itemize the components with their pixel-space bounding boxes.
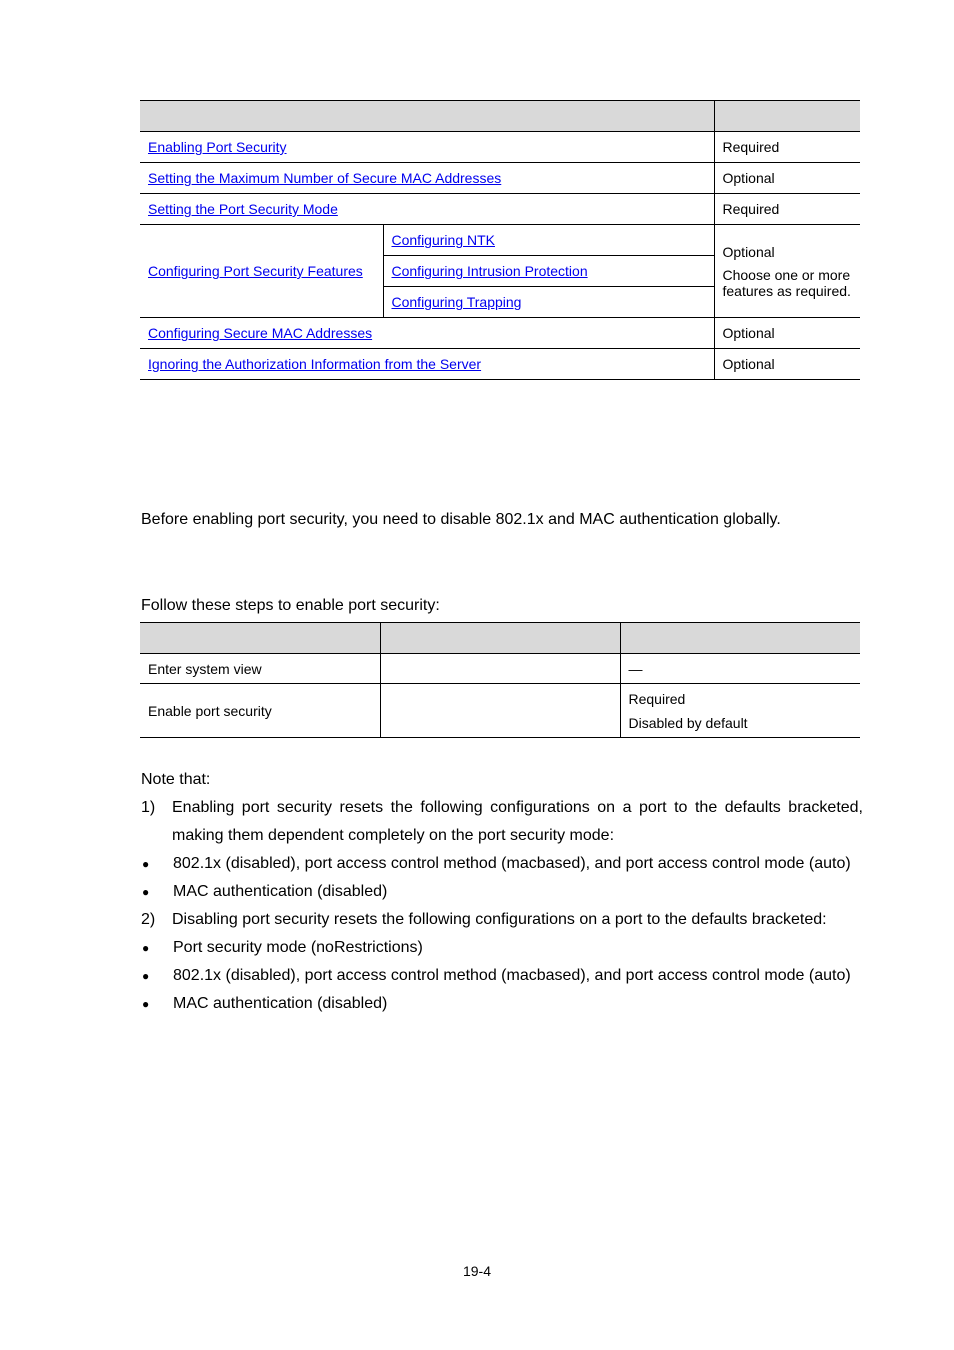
list-item [141,794,863,822]
remarks-cell: — [620,654,860,684]
remark-cell: Required [714,132,860,163]
table-row [140,654,860,684]
link-secure-mac-addresses[interactable]: Configuring Secure MAC Addresses [148,325,373,341]
list-text: making them dependent completely on the port security mode: [172,827,615,844]
header-cell-remarks [620,623,860,654]
command-cell [380,654,620,684]
operation-cell: Enable port security [140,684,380,738]
table-row [140,163,860,194]
bullet-icon: ● [142,857,150,871]
link-port-security-mode[interactable]: Setting the Port Security Mode [148,201,338,217]
command-cell [380,684,620,738]
bullet-item [141,990,863,1018]
steps-table [140,622,860,738]
header-cell-task [140,101,714,132]
bullet-text: Port security mode (noRestrictions) [173,939,423,956]
steps-table-header [140,623,860,654]
remark-optional: Optional [722,243,775,260]
table-row [140,132,860,163]
remark-default: Disabled by default [628,714,748,731]
header-cell-operation [140,623,380,654]
link-enabling-port-security[interactable]: Enabling Port Security [148,139,287,155]
bullet-text: 802.1x (disabled), port access control method (macbased), and port access control mode (auto) [173,855,851,872]
task-table-header [140,101,860,132]
link-port-security-features[interactable]: Configuring Port Security Features [148,263,363,279]
remark-cell: Optional [714,163,860,194]
bullet-item [141,962,863,990]
table-row [140,194,860,225]
bullet-text: 802.1x (disabled), port access control method (macbased), and port access control mode (auto) [173,967,851,984]
list-text: Enabling port security resets the following configurations on a port to the defaults bracketed, [172,799,863,816]
link-ignoring-authorization[interactable]: Ignoring the Authorization Information from the Server [148,356,482,372]
bullet-icon: ● [142,885,150,899]
bullet-item [141,850,863,878]
task-table [140,100,860,380]
page-number: 19-4 [462,1263,492,1279]
list-number: 1) [141,799,156,816]
bullet-icon: ● [142,969,150,983]
operation-cell: Enter system view [140,654,380,684]
list-number: 2) [141,911,156,928]
table-row [140,225,860,256]
remark-cell: Optional [714,318,860,349]
remark-required: Required [628,690,686,707]
note-section [141,766,863,1018]
intro-paragraph: Before enabling port security, you need to disable 802.1x and MAC authentication globally. [141,511,781,528]
bullet-icon: ● [142,941,150,955]
bullet-item [141,878,863,906]
note-heading: Note that: [141,771,211,788]
remark-cell: Required [714,194,860,225]
header-cell-remarks [714,101,860,132]
steps-intro: Follow these steps to enable port security: [141,597,440,614]
list-text: Disabling port security resets the following configurations on a port to the defaults bracketed: [172,911,827,928]
bullet-text: MAC authentication (disabled) [173,883,388,900]
link-configuring-ntk[interactable]: Configuring NTK [391,232,495,248]
remark-cell: Optional [714,349,860,380]
table-row [140,349,860,380]
bullet-icon: ● [142,997,150,1011]
remark-cell-features [714,225,860,318]
link-max-secure-mac[interactable]: Setting the Maximum Number of Secure MAC Addresses [148,170,502,186]
list-item [141,906,863,934]
table-row [140,684,860,738]
list-item-continuation [141,822,863,850]
header-cell-command [380,623,620,654]
table-row [140,318,860,349]
remark-choose: Choose one or more features as required. [722,266,851,299]
remarks-cell [620,684,860,738]
bullet-text: MAC authentication (disabled) [173,995,388,1012]
link-intrusion-protection[interactable]: Configuring Intrusion Protection [391,263,588,279]
bullet-item [141,934,863,962]
link-configuring-trapping[interactable]: Configuring Trapping [391,294,522,310]
